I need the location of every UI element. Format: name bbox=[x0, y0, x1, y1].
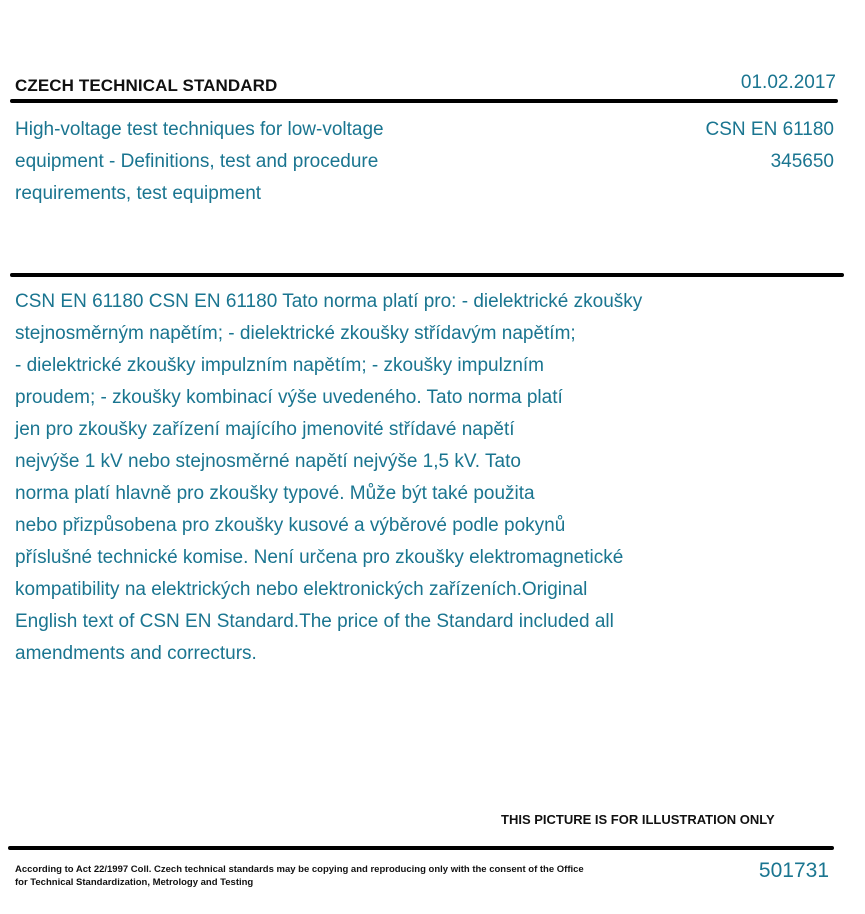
abstract-line: - dielektrické zkoušky impulzním napětím; - zkoušky impulzním bbox=[15, 355, 544, 376]
document-title-line: equipment - Definitions, test and procedure bbox=[15, 151, 379, 172]
abstract-line: proudem; - zkoušky kombinací výše uvedeného. Tato norma platí bbox=[15, 387, 563, 408]
document-number: 501731 bbox=[758, 859, 829, 882]
illustration-disclaimer: THIS PICTURE IS FOR ILLUSTRATION ONLY bbox=[501, 812, 775, 827]
legal-notice-line: According to Act 22/1997 Coll. Czech technical standards may be copying and reproducing only with the consent of the Office bbox=[15, 864, 584, 875]
abstract-line: nejvýše 1 kV nebo stejnosměrné napětí nejvýše 1,5 kV. Tato bbox=[15, 451, 521, 472]
legal-notice bbox=[15, 863, 595, 889]
document-title-line: High-voltage test techniques for low-voltage bbox=[15, 119, 384, 140]
standard-code: CSN EN 61180 bbox=[705, 119, 834, 140]
abstract-line: jen pro zkoušky zařízení majícího jmenovité střídavé napětí bbox=[15, 419, 515, 440]
abstract-line: stejnosměrným napětím; - dielektrické zkoušky střídavým napětím; bbox=[15, 323, 576, 344]
legal-notice-line: for Technical Standardization, Metrology and Testing bbox=[15, 877, 254, 888]
document-abstract bbox=[15, 286, 755, 670]
document-codes bbox=[706, 114, 835, 178]
document-title bbox=[15, 114, 465, 210]
abstract-line: CSN EN 61180 CSN EN 61180 Tato norma platí pro: - dielektrické zkoušky bbox=[15, 291, 643, 312]
title-divider bbox=[10, 273, 844, 277]
document-title-line: requirements, test equipment bbox=[15, 183, 262, 204]
abstract-line: kompatibility na elektrických nebo elektronických zařízeních.Original bbox=[15, 579, 588, 600]
abstract-line: English text of CSN EN Standard.The price of the Standard included all bbox=[15, 611, 614, 632]
footer-divider bbox=[8, 846, 834, 850]
publication-date: 01.02.2017 bbox=[740, 72, 836, 93]
header-divider bbox=[10, 99, 838, 103]
abstract-line: nebo přizpůsobena pro zkoušky kusové a výběrové podle pokynů bbox=[15, 515, 566, 536]
abstract-line: norma platí hlavně pro zkoušky typové. Může být také použita bbox=[15, 483, 535, 504]
abstract-line: příslušné technické komise. Není určena pro zkoušky elektromagnetické bbox=[15, 547, 624, 568]
classification-number: 345650 bbox=[770, 151, 834, 172]
standard-type-heading: CZECH TECHNICAL STANDARD bbox=[15, 76, 278, 95]
abstract-line: amendments and correcturs. bbox=[15, 643, 257, 664]
